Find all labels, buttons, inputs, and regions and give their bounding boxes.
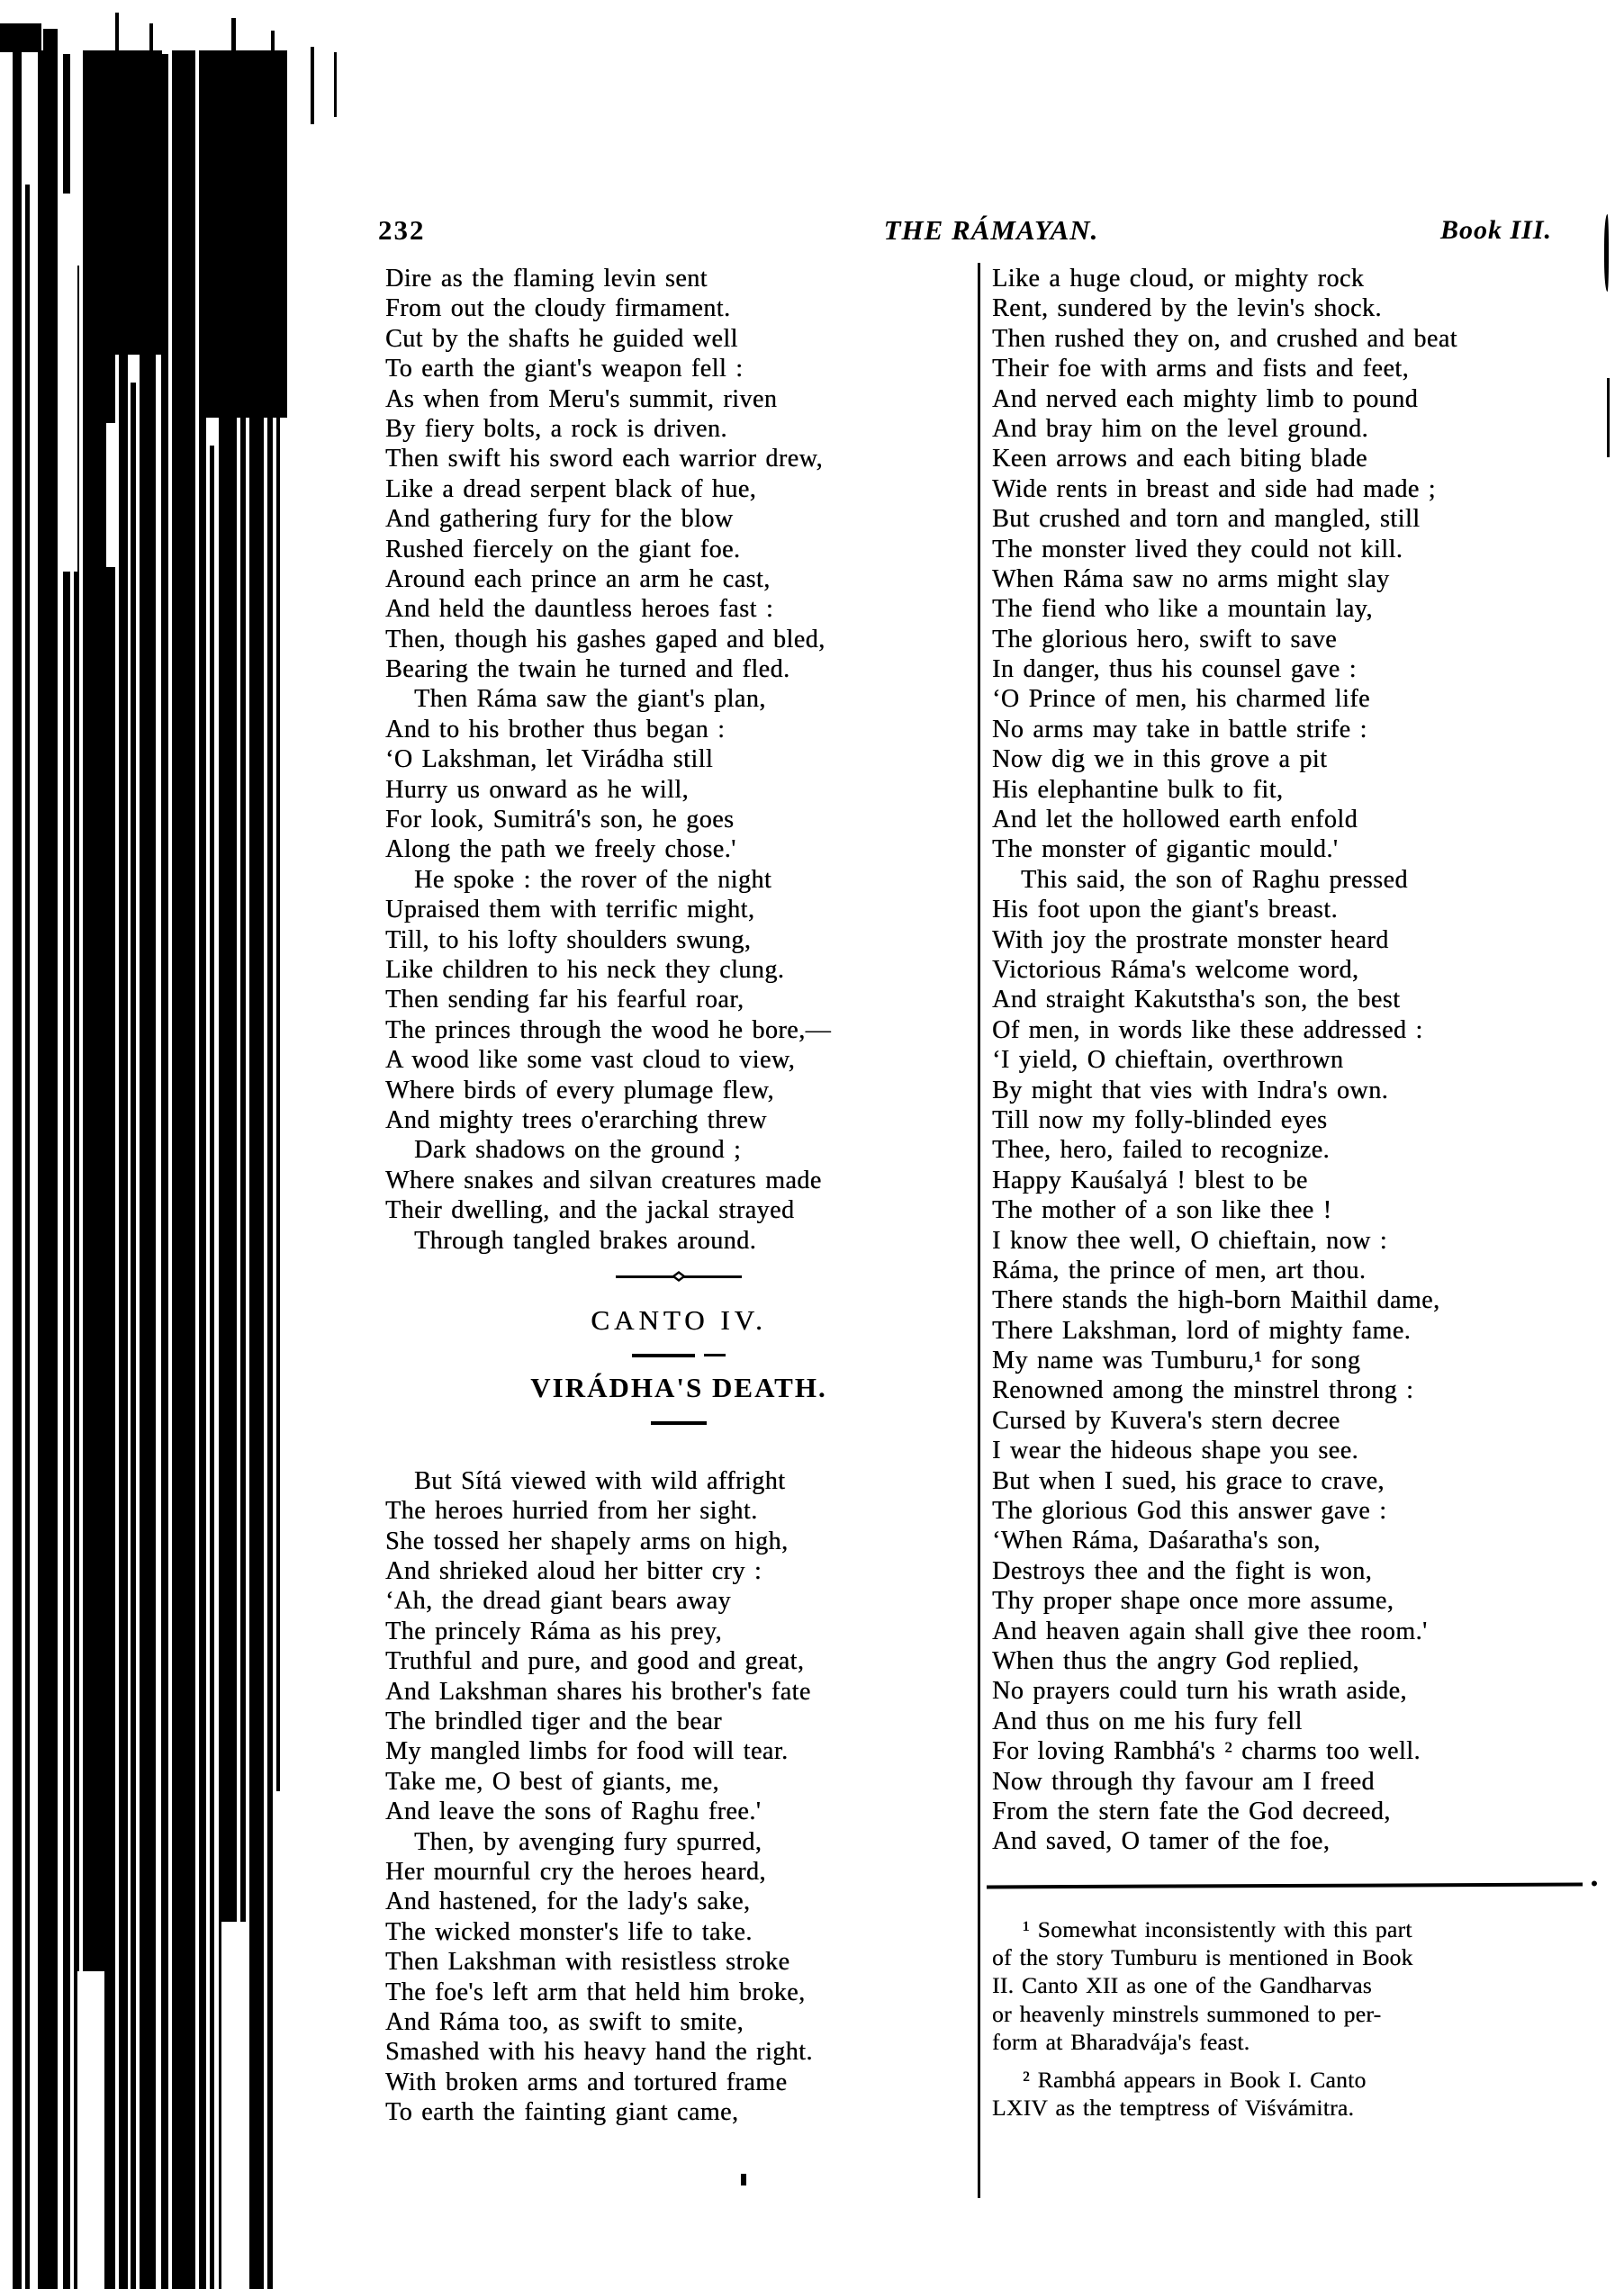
verse-line: And nerved each mighty limb to pound [992, 384, 1419, 413]
verse-line: And mighty trees o'erarching threw [385, 1105, 767, 1134]
verse-line: Wide rents in breast and side had made ; [992, 474, 1436, 503]
verse-line: The foe's left arm that held him broke, [385, 1978, 806, 2006]
verse-line: ‘Ah, the dread giant bears away [385, 1587, 732, 1616]
verse-line: And leave the sons of Raghu free.' [385, 1798, 762, 1826]
verse-line: Cursed by Kuvera's stern decree [992, 1406, 1340, 1435]
verse-line: Like a dread serpent black of hue, [385, 474, 757, 503]
verse-line: To earth the fainting giant came, [385, 2098, 739, 2127]
section-divider [385, 1256, 972, 1297]
verse-line: ‘O Prince of men, his charmed life [992, 685, 1370, 714]
footnote-line: ² Rambhá appears in Book I. Canto [1023, 2066, 1367, 2093]
book-label: Book III. [1440, 215, 1553, 245]
verse-line: And heaven again shall give thee room.' [992, 1617, 1428, 1645]
verse-line: Then sending far his fearful roar, [385, 986, 744, 1014]
heading-rule [385, 1344, 972, 1367]
verse-line: When thus the angry God replied, [992, 1646, 1359, 1675]
verse-line: The glorious hero, swift to save [992, 625, 1338, 653]
canto-subheading: VIRÁDHA'S DEATH. [530, 1371, 827, 1403]
verse-line: Ráma, the prince of men, art thou. [992, 1256, 1367, 1284]
verse-line: Around each prince an arm he cast, [385, 564, 771, 593]
verse-line: ‘I yield, O chieftain, overthrown [992, 1046, 1344, 1075]
verse-line: She tossed her shapely arms on high, [385, 1527, 789, 1555]
verse-line: A wood like some vast cloud to view, [385, 1046, 796, 1075]
page-number: 232 [378, 214, 426, 246]
verse-line: Of men, in words like these addressed : [992, 1015, 1423, 1044]
verse-line: There stands the high-born Maithil dame, [992, 1286, 1440, 1315]
verse-line: ‘O Lakshman, let Virádha still [385, 745, 714, 774]
verse-line: Then Lakshman with resistless stroke [385, 1948, 790, 1977]
verse-line: Through tangled brakes around. [414, 1226, 757, 1255]
verse-line: But when I sued, his grace to crave, [992, 1466, 1385, 1495]
verse-line: And bray him on the level ground. [992, 414, 1368, 443]
verse-line: Their dwelling, and the jackal strayed [385, 1196, 795, 1225]
stray-ink-dot [741, 2174, 746, 2185]
verse-line: Happy Kauśalyá ! blest to be [992, 1166, 1308, 1194]
verse-line: The heroes hurried from her sight. [385, 1497, 758, 1526]
verse-line: And straight Kakutstha's son, the best [992, 986, 1401, 1014]
verse-line: Smashed with his heavy hand the right. [385, 2038, 813, 2067]
right-verse [992, 264, 1604, 1857]
verse-line: From out the cloudy firmament. [385, 294, 731, 323]
verse-line: Rushed fiercely on the giant foe. [385, 535, 741, 563]
verse-line: By fiery bolts, a rock is driven. [385, 414, 727, 443]
verse-line: He spoke : the rover of the night [414, 865, 772, 894]
verse-line: And Ráma too, as swift to smite, [385, 2007, 744, 2036]
verse-line: Her mournful cry the heroes heard, [385, 1857, 766, 1886]
verse-line: The fiend who like a mountain lay, [992, 595, 1373, 624]
verse-line: And saved, O tamer of the foe, [992, 1827, 1331, 1856]
verse-line: The brindled tiger and the bear [385, 1708, 722, 1736]
verse-line: The princes through the wood he bore,— [385, 1015, 832, 1044]
verse-line: I wear the hideous shape you see. [992, 1437, 1359, 1465]
verse-line: In danger, thus his counsel gave : [992, 655, 1357, 684]
verse-line: Keen arrows and each biting blade [992, 445, 1367, 473]
verse-line: Till, to his lofty shoulders swung, [385, 925, 752, 954]
verse-line: Dire as the flaming levin sent [385, 265, 708, 293]
footnote-line: II. Canto XII as one of the Gandharvas [992, 1972, 1372, 1999]
divider-rule-with-diamond [616, 1270, 742, 1283]
verse-line: There Lakshman, lord of mighty fame. [992, 1316, 1412, 1345]
subheading-rule [385, 1409, 972, 1466]
verse-line: Destroys thee and the fight is won, [992, 1556, 1373, 1585]
verse-line: The mother of a son like thee ! [992, 1196, 1332, 1225]
verse-line: My name was Tumburu,¹ for song [992, 1347, 1361, 1375]
verse-line: By might that vies with Indra's own. [992, 1076, 1389, 1104]
verse-line: To earth the giant's weapon fell : [385, 355, 744, 383]
verse-line: Till now my folly-blinded eyes [992, 1105, 1328, 1134]
verse-line: Now through thy favour am I freed [992, 1767, 1375, 1796]
verse-line: Like a huge cloud, or mighty rock [992, 265, 1365, 293]
verse-line: Then, though his gashes gaped and bled, [385, 625, 826, 653]
verse-line: Take me, O best of giants, me, [385, 1767, 719, 1796]
verse-line: When Ráma saw no arms might slay [992, 564, 1390, 593]
verse-line: Where snakes and silvan creatures made [385, 1166, 822, 1194]
verse-line: And hastened, for the lady's sake, [385, 1888, 751, 1916]
verse-line: Dark shadows on the ground ; [414, 1136, 742, 1165]
right-edge-scan-mark [1604, 214, 1609, 292]
verse-line: And to his brother thus began : [385, 715, 726, 743]
verse-line: As when from Meru's summit, riven [385, 384, 778, 413]
verse-line: Like children to his neck they clung. [385, 955, 785, 984]
verse-line: Where birds of every plumage flew, [385, 1076, 774, 1104]
verse-line: Hurry us onward as he will, [385, 775, 690, 804]
footnote-line: form at Bharadvája's feast. [992, 2029, 1250, 2056]
footnote-rule [987, 1882, 1583, 1888]
verse-line: The monster lived they could not kill. [992, 535, 1403, 563]
verse-line: Truthful and pure, and good and great, [385, 1647, 805, 1676]
footnote-2 [992, 2066, 1604, 2122]
footnote-1 [992, 1915, 1604, 2057]
verse-line: Upraised them with terrific might, [385, 896, 755, 924]
running-title: THE RÁMAYAN. [883, 214, 1099, 246]
verse-line: And thus on me his fury fell [992, 1707, 1303, 1735]
verse-line: For loving Rambhá's ² charms too well. [992, 1737, 1421, 1766]
verse-line: Cut by the shafts he guided well [385, 324, 738, 353]
binding-scan-artifact [0, 0, 360, 2289]
verse-line: ‘When Ráma, Daśaratha's son, [992, 1527, 1321, 1555]
verse-line: Then, by avenging fury spurred, [414, 1827, 762, 1856]
verse-line: Then rushed they on, and crushed and beat [992, 324, 1457, 353]
footnote-line: or heavenly minstrels summoned to per- [992, 2000, 1382, 2027]
verse-line: Thy proper shape once more assume, [992, 1587, 1394, 1616]
verse-line: No arms may take in battle strife : [992, 715, 1367, 743]
verse-line: Then swift his sword each warrior drew, [385, 445, 823, 473]
verse-line: Their foe with arms and fists and feet, [992, 355, 1410, 383]
left-stanza-2 [385, 1466, 972, 2128]
verse-line: And shrieked aloud her bitter cry : [385, 1557, 762, 1586]
right-column [992, 264, 1604, 2122]
verse-line: Bearing the twain he turned and fled. [385, 655, 790, 684]
verse-line: The princely Ráma as his prey, [385, 1617, 723, 1645]
verse-line: And Lakshman shares his brother's fate [385, 1677, 811, 1706]
verse-line: My mangled limbs for food will tear. [385, 1737, 789, 1766]
verse-line: For look, Sumitrá's son, he goes [385, 806, 735, 834]
verse-line: His foot upon the giant's breast. [992, 896, 1338, 924]
verse-line: With broken arms and tortured frame [385, 2068, 788, 2096]
verse-line: His elephantine bulk to fit, [992, 775, 1284, 804]
verse-line: I know thee well, O chieftain, now : [992, 1226, 1388, 1255]
verse-line: Thee, hero, failed to recognize. [992, 1136, 1331, 1165]
verse-line: This said, the son of Raghu pressed [1021, 865, 1408, 894]
verse-line: And gathering fury for the blow [385, 505, 734, 534]
footnote-line: LXIV as the temptress of Viśvámitra. [992, 2095, 1355, 2122]
verse-line: Renowned among the minstrel throng : [992, 1376, 1414, 1405]
verse-line: And let the hollowed earth enfold [992, 806, 1358, 834]
verse-line: And held the dauntless heroes fast : [385, 595, 774, 624]
verse-line: But crushed and torn and mangled, still [992, 505, 1421, 534]
canto-heading: CANTO IV. [591, 1303, 767, 1336]
footnotes [992, 1915, 1604, 2122]
verse-line: No prayers could turn his wrath aside, [992, 1677, 1407, 1706]
verse-line: But Sítá viewed with wild affright [414, 1466, 786, 1495]
footnote-line: ¹ Somewhat inconsistently with this part [1023, 1915, 1412, 1942]
right-edge-scan-mark [1607, 378, 1610, 457]
verse-line: From the stern fate the God decreed, [992, 1797, 1391, 1825]
verse-line: Then Ráma saw the giant's plan, [414, 685, 766, 714]
verse-line: Rent, sundered by the levin's shock. [992, 294, 1382, 323]
left-column [385, 264, 972, 2127]
verse-line: The monster of gigantic mould.' [992, 835, 1339, 864]
verse-line: The wicked monster's life to take. [385, 1917, 753, 1946]
verse-line: The glorious God this answer gave : [992, 1497, 1387, 1526]
footnote-line: of the story Tumburu is mentioned in Book [992, 1944, 1413, 1971]
verse-line: Along the path we freely chose.' [385, 835, 736, 864]
column-divider-rule [978, 263, 980, 2198]
verse-line: Now dig we in this grove a pit [992, 745, 1328, 774]
verse-line: With joy the prostrate monster heard [992, 925, 1389, 954]
verse-line: Victorious Ráma's welcome word, [992, 955, 1359, 984]
left-stanza-1 [385, 264, 972, 1256]
